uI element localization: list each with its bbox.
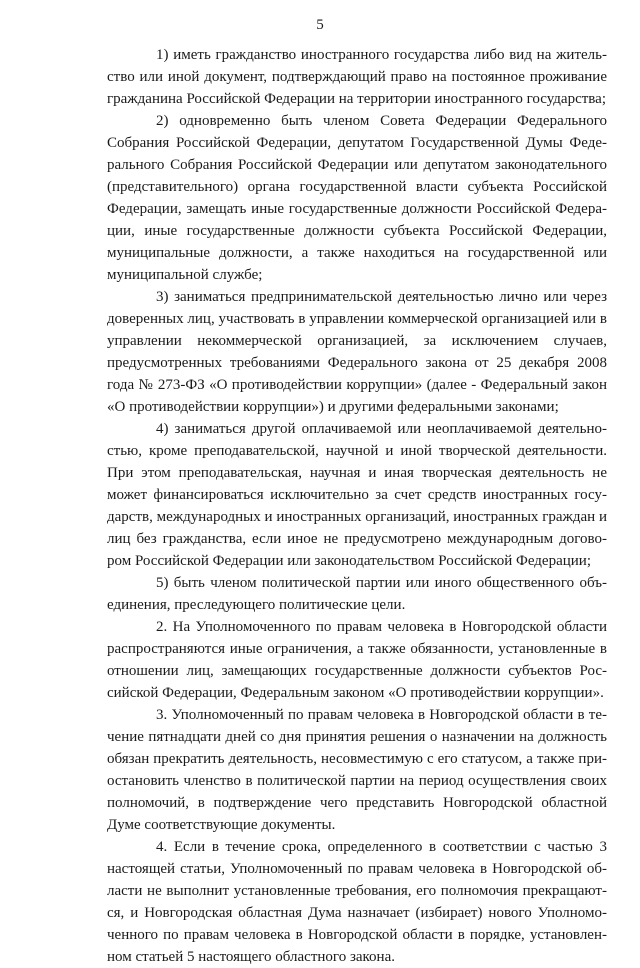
paragraph-item-4: 4) заниматься другой оплачиваемой или неоплачиваемой деятельностью, кроме преподавательской, научной и иной творческой деятельности. При этом преподавательская, научная и иная творческая деятельность не может финансироваться исключительно за счет средств иностранных государств, международных и иностранных организаций, иностранных граждан и лиц без гражданства, если иное не предусмотрено международным договором Российской Федерации или законодательством Российской Федерации; <box>107 421 607 569</box>
paragraph-item-1: 1) иметь гражданство иностранного государства либо вид на жительство или иной документ, подтверждающий право на постоянное проживание гражданина Российской Федерации на территории иностранного государства; <box>107 47 607 107</box>
page-number: 5 <box>316 17 324 33</box>
paragraph-item-5: 5) быть членом политической партии или иного общественного объединения, преследующего политические цели. <box>107 575 607 613</box>
document-body <box>107 44 607 968</box>
paragraph-part-4: 4. Если в течение срока, определенного в соответствии с частью 3 настоящей статьи, Уполномоченный по правам человека в Новгородской области не выполнит установленные требования, его полномочия прекращаются, и Новгородская областная Дума назначает (избирает) нового Уполномоченного по правам человека в Новгородской области в порядке, установленном статьей 5 настоящего областного закона. <box>107 839 607 965</box>
paragraph-part-2: 2. На Уполномоченного по правам человека в Новгородской области распространяются иные ограничения, а также обязанности, установленные в отношении лиц, замещающих государственные должности субъектов Российской Федерации, Федеральным законом «О противодействии коррупции». <box>107 619 607 701</box>
paragraph-item-2: 2) одновременно быть членом Совета Федерации Федерального Собрания Российской Федерации, депутатом Государственной Думы Федерального Собрания Российской Федерации или депутатом законодательного (представительного) органа государственной власти субъекта Российской Федерации, замещать иные государственные должности Российской Федерации, иные государственные должности субъекта Российской Федерации, муниципальные должности, а также находиться на государственной или муниципальной службе; <box>107 113 607 283</box>
paragraph-item-3: 3) заниматься предпринимательской деятельностью лично или через доверенных лиц, участвовать в управлении коммерческой организацией или в управлении некоммерческой организацией, за исключением случаев, предусмотренных требованиями Федерального закона от 25 декабря 2008 года № 273-ФЗ «О противодействии коррупции» (далее - Федеральный закон «О противодействии коррупции») и другими федеральными законами; <box>107 289 607 415</box>
paragraph-part-3: 3. Уполномоченный по правам человека в Новгородской области в течение пятнадцати дней со дня принятия решения о назначении на должность обязан прекратить деятельность, несовместимую с его статусом, а также приостановить членство в политической партии на период осуществления своих полномочий, в подтверждение чего представить Новгородской областной Думе соответствующие документы. <box>107 707 607 833</box>
